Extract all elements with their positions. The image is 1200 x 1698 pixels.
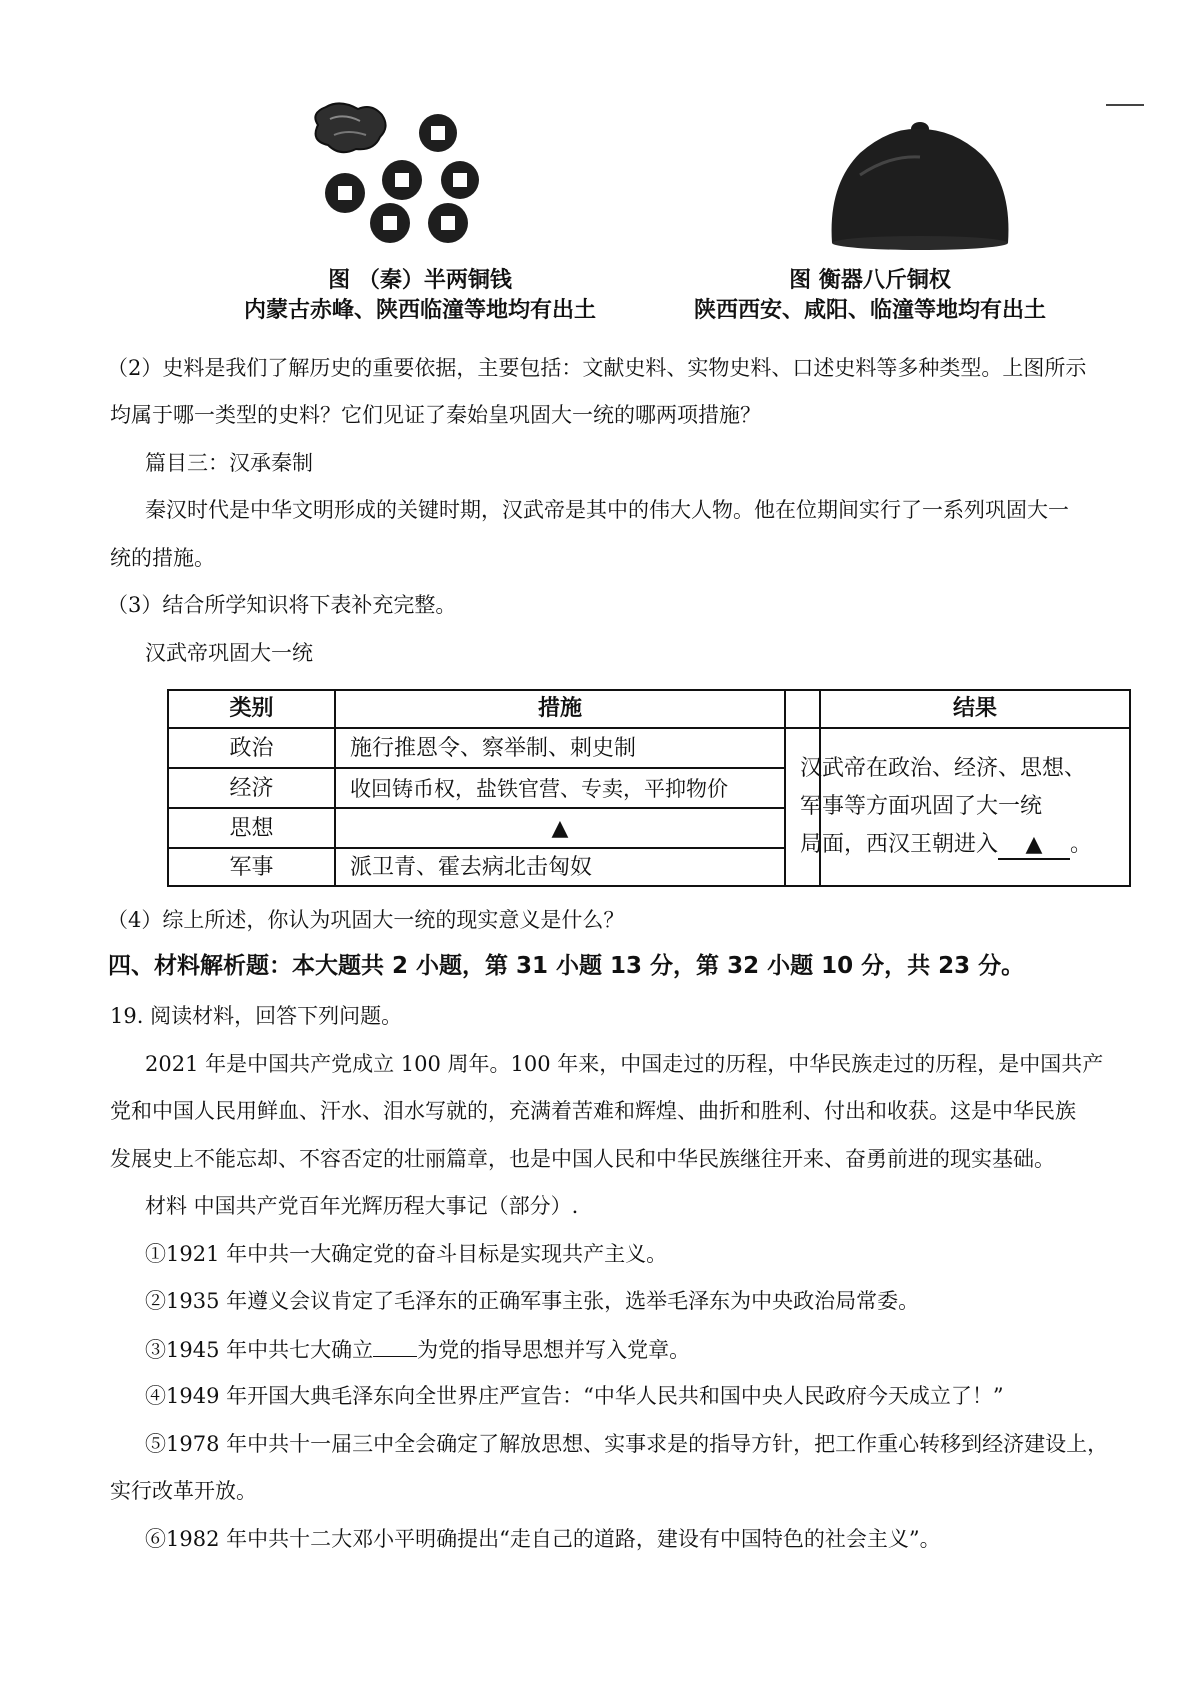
event-1978: ⑤1978 年中共十一届三中全会确定了解放思想、实事求是的指导方针，把工作重心转移到经济建设上， <box>145 1432 1109 1456</box>
table-row-military-category: 军事 <box>229 855 274 880</box>
event-1978-continued: 实行改革开放。 <box>110 1479 257 1503</box>
result-blank: ▲ <box>998 832 1070 860</box>
left-figure-caption-2: 内蒙古赤峰、陕西临潼等地均有出土 <box>243 298 596 323</box>
table-title: 汉武帝巩固大一统 <box>145 641 313 665</box>
result-line-3-text: 局面，西汉王朝进入 <box>800 832 999 857</box>
table-row-politics-measure: 施行推恩令、察举制、刺史制 <box>350 736 637 761</box>
q2-line-2: 均属于哪一类型的史料？它们见证了秦始皇巩固大一统的哪两项措施？ <box>110 403 761 427</box>
q4-prompt: （4）综上所述，你认为巩固大一统的现实意义是什么？ <box>107 908 625 932</box>
table-result-line-1: 汉武帝在政治、经济、思想、 <box>800 756 1087 781</box>
event-1949: ④1949 年开国大典毛泽东向全世界庄严宣告：“中华人民共和国中央人民政府今天成立了！” <box>145 1384 1004 1408</box>
table-result-line-2: 军事等方面巩固了大一统 <box>800 794 1043 819</box>
event-1945-tail: 为党的指导思想并写入党章。 <box>417 1338 691 1362</box>
section3-para-line-1: 秦汉时代是中华文明形成的关键时期，汉武帝是其中的伟大人物。他在位期间实行了一系列巩固大一 <box>145 498 1069 522</box>
table-row-economy-category: 经济 <box>229 776 274 801</box>
table-row-politics-category: 政治 <box>229 736 274 761</box>
table-result-line-3 <box>800 830 1092 860</box>
event-1921: ①1921 年中共一大确定党的奋斗目标是实现共产主义。 <box>145 1242 668 1266</box>
table-header-measure: 措施 <box>537 696 582 721</box>
table-header-result: 结果 <box>952 696 997 721</box>
table-row-thought-category: 思想 <box>229 816 274 841</box>
material-title: 材料 中国共产党百年光辉历程大事记（部分）. <box>145 1194 579 1218</box>
q3-prompt: （3）结合所学知识将下表补充完整。 <box>107 593 457 617</box>
right-figure-caption-2: 陕西西安、咸阳、临潼等地均有出土 <box>693 298 1046 323</box>
event-1945 <box>145 1334 690 1365</box>
q19-prompt: 19. 阅读材料，回答下列问题。 <box>110 1004 403 1028</box>
event-1945-blank <box>373 1334 417 1357</box>
event-1982: ⑥1982 年中共十二大邓小平明确提出“走自己的道路，建设有中国特色的社会主义”。 <box>145 1527 941 1551</box>
q19-intro-line-3: 发展史上不能忘却、不容否定的壮丽篇章，也是中国人民和中华民族继往开来、奋勇前进的现实基础。 <box>110 1147 1055 1171</box>
table-row-economy-measure: 收回铸币权，盐铁官营、专卖，平抑物价 <box>350 777 728 801</box>
right-figure-caption-1: 图 衡器八斤铜权 <box>789 268 951 293</box>
q19-intro-line-1: 2021 年是中国共产党成立 100 周年。100 年来，中国走过的历程，中华民族走过的历程，是中国共产 <box>145 1052 1104 1076</box>
part4-heading: 四、材料解析题：本大题共 2 小题，第 31 小题 13 分，第 32 小题 10 分，共 23 分。 <box>108 953 1025 979</box>
table-header-category: 类别 <box>229 696 274 721</box>
q2-line-1: （2）史料是我们了解历史的重要依据，主要包括：文献史料、实物史料、口述史料等多种类型。上图所示 <box>107 356 1087 380</box>
left-figure-caption-1: 图 （秦）半两铜钱 <box>328 268 512 293</box>
event-1935: ②1935 年遵义会议肯定了毛泽东的正确军事主张，选举毛泽东为中央政治局常委。 <box>145 1289 920 1313</box>
section3-title: 篇目三：汉承秦制 <box>145 451 313 475</box>
result-period: 。 <box>1070 832 1093 857</box>
section3-para-line-2: 统的措施。 <box>110 546 215 570</box>
q19-intro-line-2: 党和中国人民用鲜血、汗水、泪水写就的，充满着苦难和辉煌、曲折和胜利、付出和收获。这是中华民族 <box>110 1099 1076 1123</box>
event-1945-text: ③1945 年中共七大确立 <box>145 1338 374 1362</box>
table-row-military-measure: 派卫青、霍去病北击匈奴 <box>350 855 593 880</box>
table-row-thought-blank: ▲ <box>551 816 569 841</box>
